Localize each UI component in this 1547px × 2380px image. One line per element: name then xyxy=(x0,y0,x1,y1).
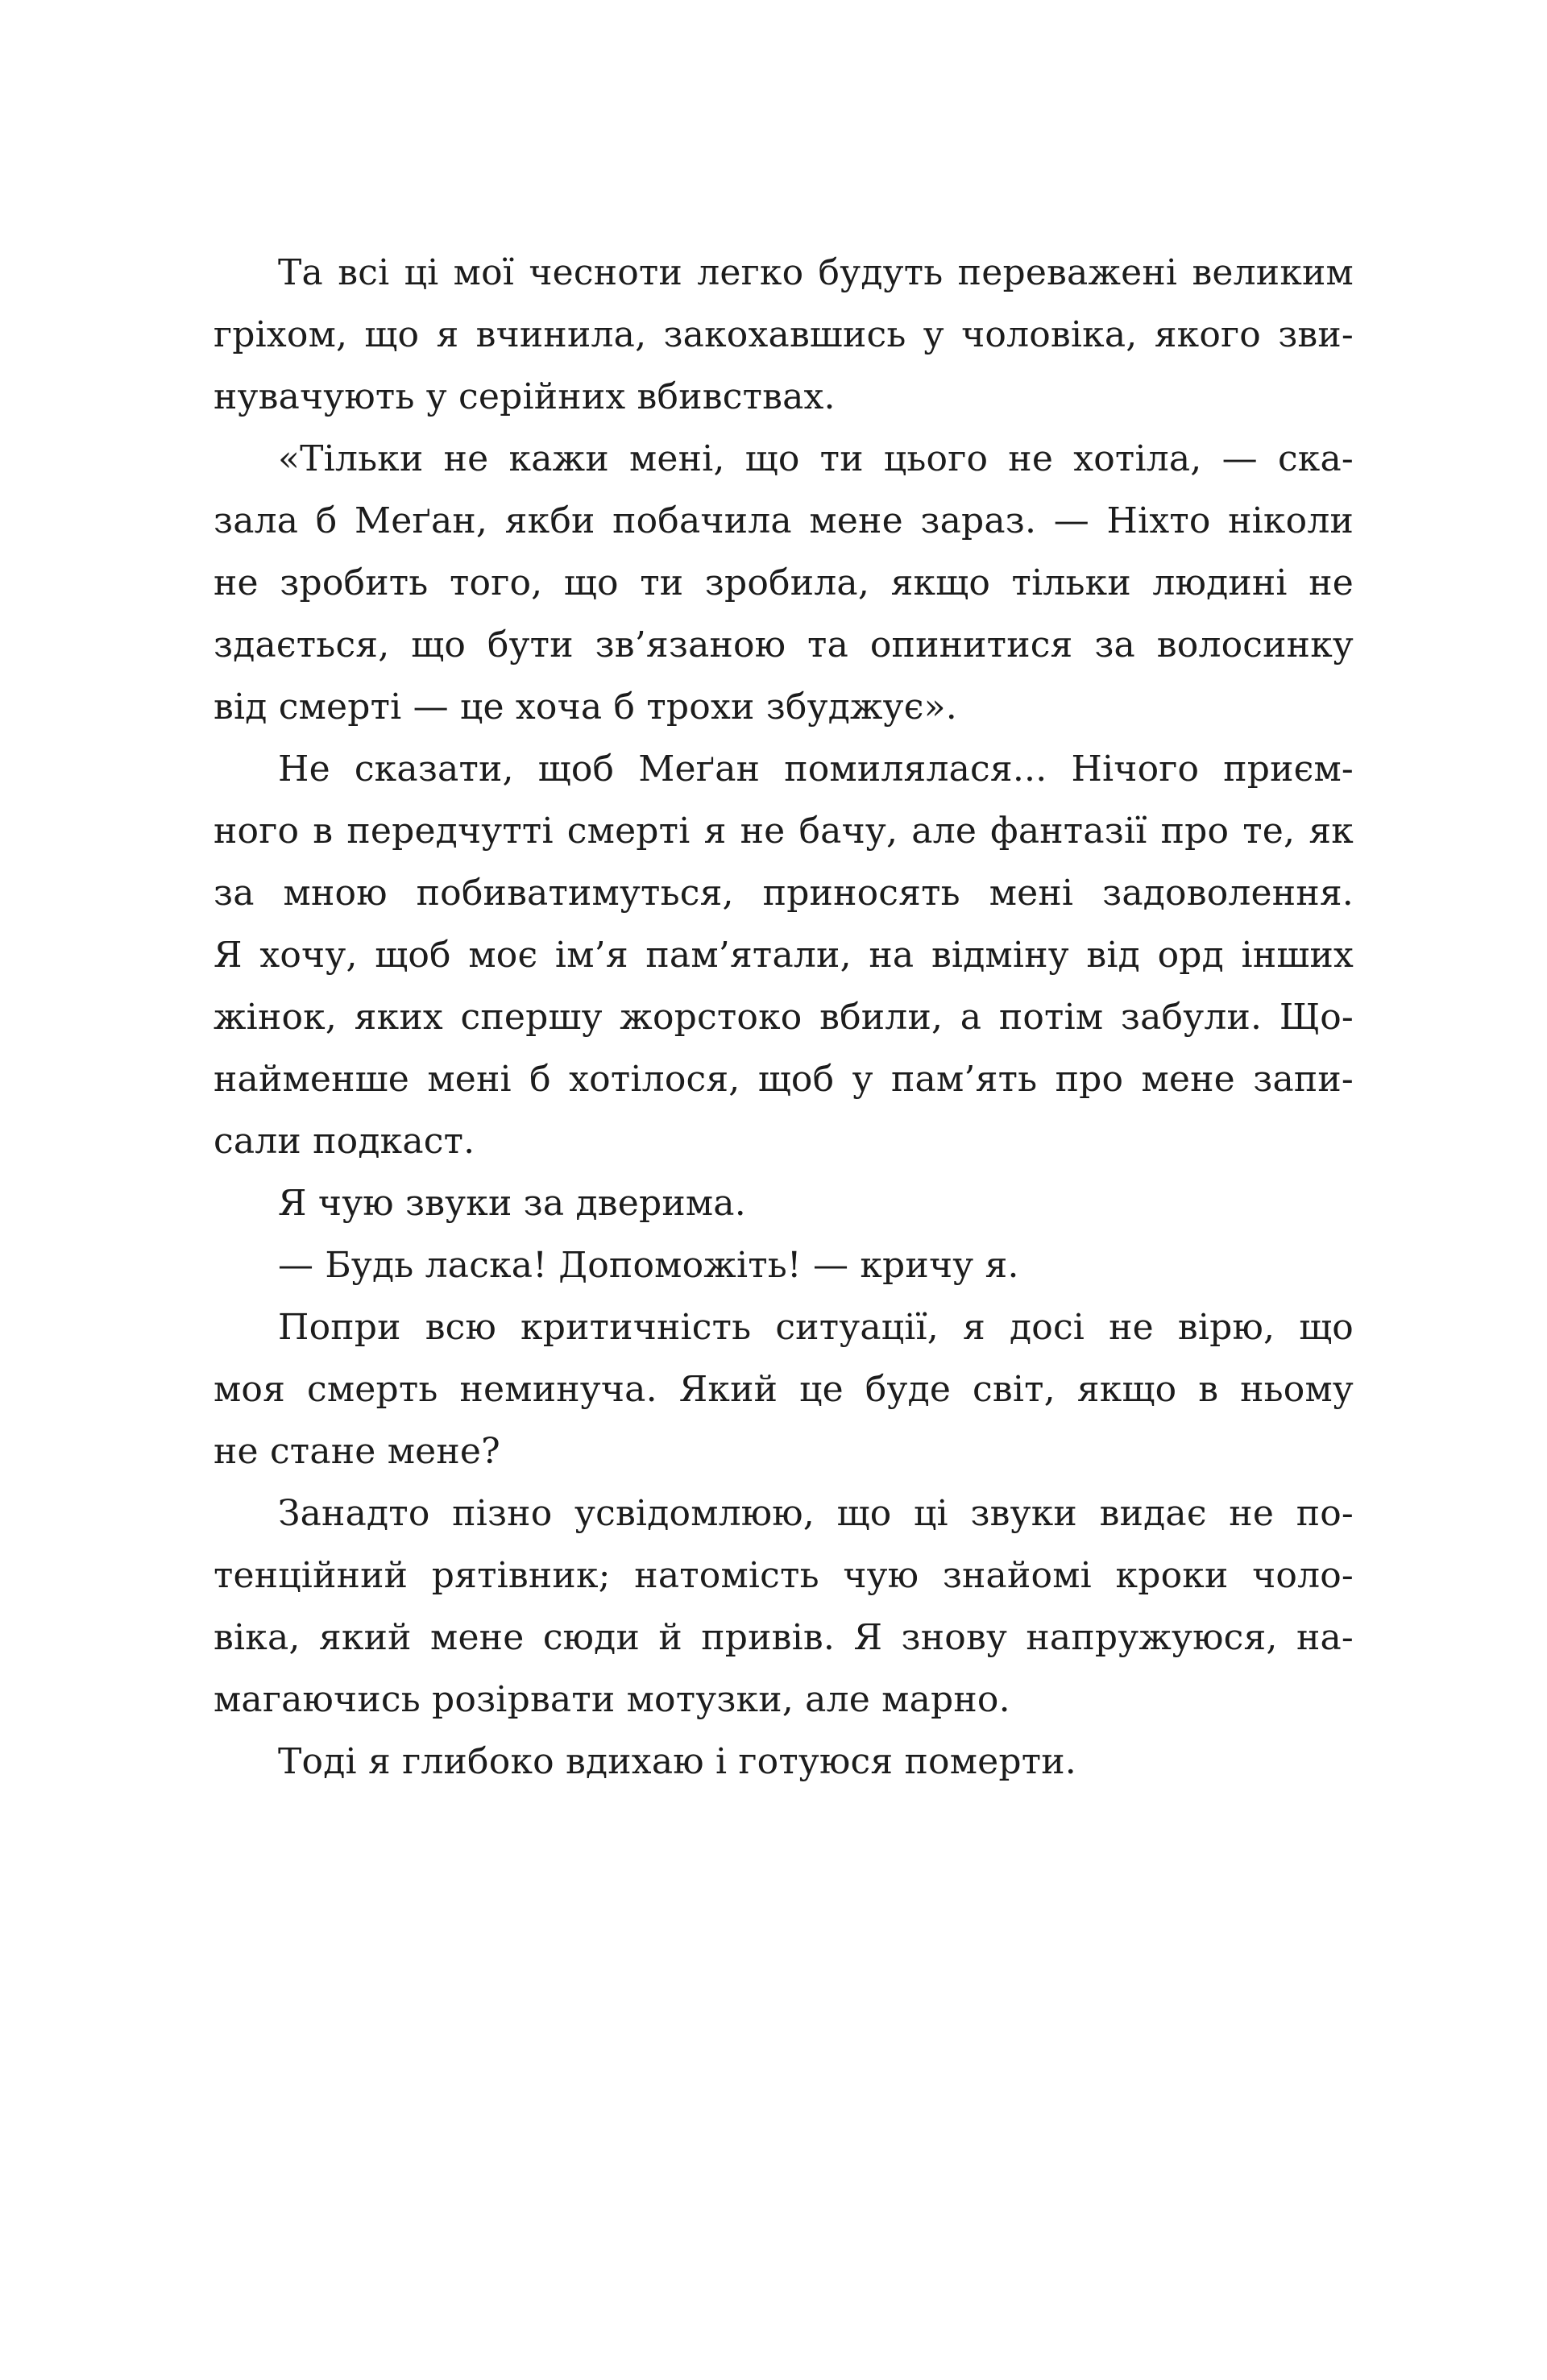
text-line: Тоді я глибоко вдихаю і готуюся померти. xyxy=(278,1741,1076,1782)
text-line: здається, що бути зв’язаною та опинитися за волосинку xyxy=(214,624,1354,665)
text-line: гріхом, що я вчинила, закохавшись у чоловіка, якого зви- xyxy=(214,314,1354,355)
text-line: за мною побиватимуться, приносять мені задоволення. xyxy=(214,873,1354,914)
paragraph xyxy=(214,428,1354,738)
paragraph xyxy=(214,1731,1354,1793)
text-line: не зробить того, що ти зробила, якщо тільки людині не xyxy=(214,562,1354,603)
text-line: віка, який мене сюди й привів. Я знову напружуюся, на- xyxy=(214,1617,1354,1658)
text-line: Та всі ці мої чесноти легко будуть переважені великим xyxy=(278,252,1354,293)
text-line: Попри всю критичність ситуації, я досі не вірю, що xyxy=(278,1307,1354,1348)
text-line: зала б Меґан, якби побачила мене зараз. — Ніхто ніколи xyxy=(214,500,1354,541)
text-line: нувачують у серійних вбивствах. xyxy=(214,376,836,417)
text-line: не стане мене? xyxy=(214,1431,500,1472)
paragraph xyxy=(214,1482,1354,1731)
paragraph xyxy=(214,1172,1354,1234)
text-line: жінок, яких спершу жорстоко вбили, а потім забули. Що- xyxy=(214,997,1354,1038)
text-line: «Тільки не кажи мені, що ти цього не хотіла, — ска- xyxy=(278,438,1354,479)
text-line: моя смерть неминуча. Який це буде світ, якщо в ньому xyxy=(214,1369,1354,1410)
text-line: Я чую звуки за дверима. xyxy=(278,1183,746,1224)
text-line: магаючись розірвати мотузки, але марно. xyxy=(214,1679,1010,1720)
text-line: Занадто пізно усвідомлюю, що ці звуки видає не по- xyxy=(278,1493,1354,1534)
text-line: тенційний рятівник; натомість чую знайомі кроки чоло- xyxy=(214,1555,1354,1596)
paragraph xyxy=(214,1296,1354,1482)
text-line: Не сказати, щоб Меґан помилялася... Нічого приєм- xyxy=(278,748,1354,790)
text-block xyxy=(214,242,1354,1793)
text-line: найменше мені б хотілося, щоб у пам’ять про мене запи- xyxy=(214,1059,1354,1100)
text-line: від смерті — це хоча б трохи збуджує». xyxy=(214,686,957,728)
text-line: Я хочу, щоб моє ім’я пам’ятали, на відміну від орд інших xyxy=(214,935,1354,976)
paragraph xyxy=(214,738,1354,1172)
text-line: — Будь ласка! Допоможіть! — кричу я. xyxy=(278,1245,1019,1286)
paragraph xyxy=(214,1234,1354,1296)
paragraph xyxy=(214,242,1354,428)
text-line: ного в передчутті смерті я не бачу, але фантазії про те, як xyxy=(214,811,1354,852)
text-line: сали подкаст. xyxy=(214,1121,475,1162)
